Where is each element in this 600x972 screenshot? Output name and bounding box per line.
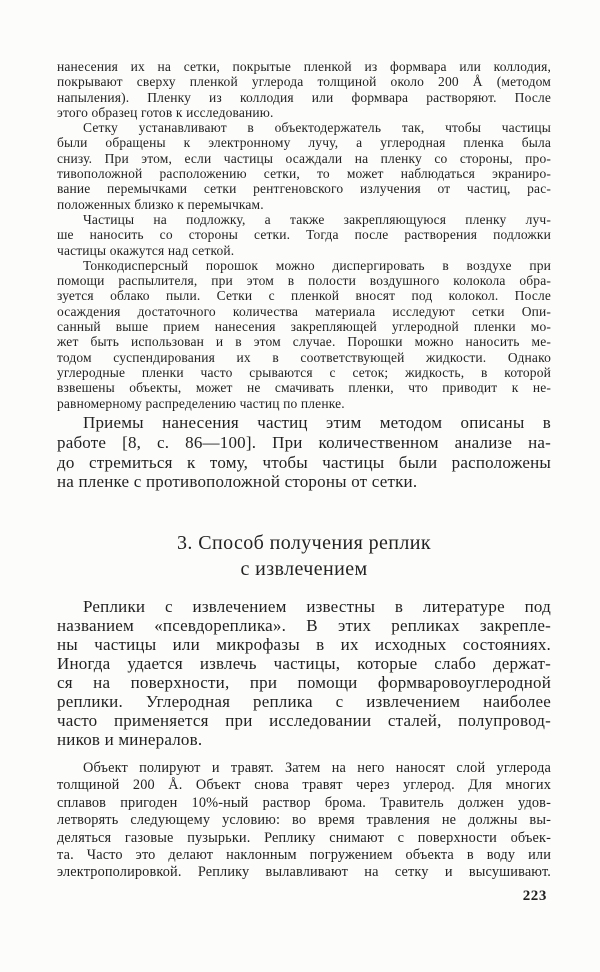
text-line: Приемы нанесения частиц этим методом описаны в [83,413,551,432]
page-number: 223 [522,888,547,904]
text-line: частицы окажутся над сеткой. [57,242,235,258]
text-line: жет быть использован и в этом случае. Порошки можно наносить ме- [57,334,551,350]
text-line: помощи распылителя, при этом в полости воздушного колокола обра- [57,273,551,289]
text-line: работе [8, с. 86—100]. При количественном анализе на- [57,432,551,452]
text-line: Тонкодисперсный порошок можно диспергировать в воздухе при [83,257,551,273]
text-line: углеродные пленки часто срываются с сеток; жидкость, в которой [57,364,551,380]
text-line: снизу. При этом, если частицы осаждали на пленку со стороны, про- [57,150,551,166]
paragraph-block-replicas [57,597,551,749]
text-line: этого образец готов к исследованию. [57,104,274,120]
text-line: летворять следующему условию: во время травления не должны вы- [57,812,551,829]
text-line: зуется облако пыли. Сетки с пленкой вносят под колокол. После [57,288,551,304]
text-line: осаждения достаточного количества материала исследуют сетки Опи- [57,303,551,319]
text-line: Частицы на подложку, а также закрепляющуюся пленку луч- [83,211,551,227]
text-line: названием «псевдореплика». В этих репликах закрепле- [57,616,551,635]
text-line: толщиной 200 Å. Объект снова травят через углерод. Для многих [57,777,551,794]
text-line: ше наносить со стороны сетки. Тогда после растворения подложки [57,227,551,243]
text-line: реплики. Углеродная реплика с извлечением наиболее [57,692,551,711]
text-line: ников и минералов. [57,730,203,749]
text-line: Сетку устанавливают в объектодержатель так, чтобы частицы [83,120,551,136]
text-line: тивоположной расположению сетки, то может наблюдаться экраниро- [57,166,551,182]
text-line: 3. Способ получения реплик [177,532,431,554]
text-line: равномерному распределению частиц по пленке. [57,395,345,411]
text-line: санный выше прием нанесения закрепляющей углеродной пленки мо- [57,319,551,335]
text-line: вание перемычками сетки рентгеновского излучения от частиц, рас- [57,181,551,197]
text-line: сплавов пригоден 10%-ный раствор брома. Травитель должен удов- [57,794,551,811]
text-line: часто применяется при исследовании сталей, полупровод- [57,711,551,730]
paragraph-block-continuation [57,59,551,411]
text-line: покрывают сверху пленкой углерода толщиной около 200 Å (методом [57,74,551,90]
section-heading [57,530,551,582]
paragraph-block-procedure [57,760,551,882]
text-line: положенных близко к перемычкам. [57,196,264,212]
text-line: Объект полируют и травят. Затем на него наносят слой углерода [83,760,551,776]
text-line: на пленке с противоположной стороны от сетки. [57,472,418,492]
text-line: Реплики с извлечением известны в литературе под [83,597,551,616]
text-line: до стремиться к тому, чтобы частицы были расположены [57,452,551,472]
text-line: Иногда удается извлечь частицы, которые слабо держат- [57,654,551,673]
paragraph-block-emphasis [57,413,551,492]
text-line: взвешены объекты, может не смачивать пленки, что приводит к не- [57,380,551,396]
text-line: электрополировкой. Реплику вылавливают на сетку и высушивают. [57,864,551,881]
text-line: та. Часто это делают наклонным погружением объекта в воду или [57,847,551,864]
text-line: тодом суспендирования их в соответствующей жидкости. Однако [57,349,551,365]
text-line: с извлечением [240,558,368,580]
text-line: ся на поверхности, при помощи формваровоуглеродной [57,673,551,692]
text-line: деляться газовые пузырьки. Реплику снимают с поверхности объек- [57,829,551,846]
text-line: ны частицы или микрофазы в их исходных состояниях. [57,635,551,654]
text-line: нанесения их на сетки, покрытые пленкой из формвара или коллодия, [57,59,551,74]
text-line: напыления). Пленку из коллодия или формвара растворяют. После [57,89,551,105]
text-line: были обращены к электронному лучу, а углеродная пленка была [57,135,551,151]
